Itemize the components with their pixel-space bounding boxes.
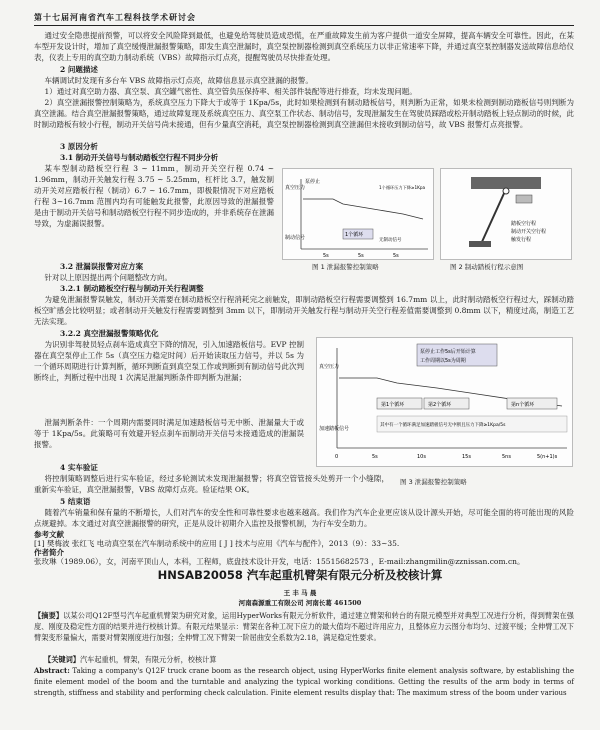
keywords-text: 汽车起重机，臂架，有限元分析，校核计算: [79, 655, 217, 664]
paper2-affiliation: 河南森源重工有限公司 河南长葛 461500: [238, 599, 362, 607]
fig3-xtick-0: 0: [335, 454, 339, 460]
section-3-2-1-heading: 3.2.1 制动踏板空行程与制动开关行程调整: [60, 284, 204, 293]
fig2-pedal-pad: [469, 241, 491, 247]
fig3-xtick-5ns: 5ns: [502, 454, 511, 460]
reference-1: [1] 樊梅波 张红飞 电动真空泵在汽车制动系统中的应用 [ J ] 技术与应用《汽车与配件》，2013（9）：33~35.: [34, 539, 400, 548]
fig3-xtick-10s: 10s: [417, 454, 426, 460]
fig3-xtick-5n1s: 5(n+1)s: [537, 454, 558, 460]
fig2-label-trigger: 触发行程: [511, 237, 532, 243]
figure-3-chart: [316, 337, 573, 467]
paragraph-check-1: 1）通过对真空助力器、真空泵、真空罐气密性、真空管负压保持率、相关部件装配等进行排查，均未发现问题。: [44, 87, 417, 96]
keywords-label: 【关键词】: [44, 655, 80, 664]
fig2-pedal-mount: [471, 177, 541, 189]
fig3-ylabel-accel: 加速踏板信号: [319, 426, 350, 432]
fig3-label-cycle-2: 第2个循环: [428, 402, 452, 408]
fig3-annotation-start: 泵停止工作5s后开始计算: [420, 349, 476, 355]
paragraph-conclusion: 随着汽车销量和保有量的不断增长，人们对汽车的安全性和可靠性要求也越来越高。我们作为汽车企业更应该从设计源头开始，尽可能全面的将可能出现的风险点规避掉。本文通过对真空泄漏报警的研究，正是从设计初期介入监控及报警机制，为行车安全助力。: [34, 508, 574, 528]
figure-3-caption: 图 3 泄漏报警控制策略: [400, 478, 467, 486]
fig3-xtick-5s: 5s: [372, 454, 378, 460]
paper2-abstract-cn: [34, 610, 574, 643]
fig2-pivot: [503, 188, 509, 194]
fig3-ylabel-pressure: 真空压力: [319, 364, 340, 370]
header-rule: [34, 25, 574, 26]
fig3-label-cycle-1: 第1个循环: [381, 402, 405, 408]
fig3-annotation-period: 工作周期以5s为周期: [420, 358, 466, 364]
fig3-annotation-condition: 其中有一个循环满足加速踏板信号无中断且压力下降≥1Kpa/5s: [380, 423, 506, 428]
fig1-xtick-2: 5s: [358, 253, 364, 259]
section-3-1-heading: 3.1 制动开关信号与制动踏板空行程不同步分析: [60, 153, 219, 162]
paragraph-check-2: 2）真空泄漏报警控制策略为，系统真空压力下降大于或等于 1Kpa/5s，此时如果检测到有制动踏板信号，则判断为正常，如果未检测到制动踏板信号则判断为真空泄漏。结合真空泄漏报警策略，通过故障复现及系统真空压力、真空泵工作状态、制动信号，发现泄漏发生在驾驶员踩踏或松开制动踏板上轻点制动的时候，此时制动踏板有较小行程，制动开关信号尚未接通，但有少量真空消耗，真空泵控制器检测到真空泄漏但未接收到制动信号，故 VBS 报警灯点亮报警。: [34, 98, 574, 129]
fig2-pedal-arm: [481, 189, 506, 244]
fig2-brake-switch: [516, 195, 532, 203]
paragraph-problem: 车辆调试时发现有多台车 VBS 故障指示灯点亮，故障信息显示真空泄漏的报警。: [44, 76, 313, 85]
paragraph-intro-end: 通过安全隐患提前预警，可以将安全风险降到最低，也避免给驾驶员造成恐慌，在严重故障发生前为客户提供一道安全屏障，提高车辆安全可靠性。因此，在某车型开发设计时，增加了真空缓慢泄漏报警策略，即发生真空泄漏时，真空泵控制器检测到真空系统压力以非正常速率下降，并通过真空泵控制器发送故障信息给仪表，仪表上专用的真空助力制动系统（VBS）故障指示灯点亮，提醒驾驶员尽快排查处理。: [34, 31, 574, 62]
paragraph-3-2: 针对以上原因提出两个问题整改方向。: [44, 273, 172, 282]
figure-2-caption: 图 2 制动踏板行程示意图: [450, 263, 524, 271]
paragraph-verification: 将控制策略调整后进行实车验证，经过多轮测试未发现泄漏报警；将真空管管接头处剪开一个小缝隙，重新实车验证，真空泄漏报警，VBS 故障灯点亮。验证结果 OK。: [34, 474, 389, 494]
paragraph-3-2-1: 为避免泄漏报警误触发，制动开关需要在制动踏板空行程消耗完之前触发，即制动踏板空行程需要调整到 16.7mm 以上，此时制动踏板空行程过大，踩制动踏板空旷感会比较明显；或者制动开关触发行程需要调整到 3mm 以下，即制动开关触发行程与制动开关空行程差值需要调整到 0.8mm 以下，精度过高，制造工艺无法实现。: [34, 295, 574, 326]
paragraph-3-1: 某车型制动踏板空行程 3 ~ 11mm，制动开关空行程 0.74 ~ 1.96mm，制动开关触发行程 3.75 ~ 5.25mm，杠杆比 3.7，触发制动开关对应踏板行程（制动）6.7 ~ 16.7mm，即极限情况下对应踏板行程 3~16.7mm 范围内均有可能触发此报警，此原因导致的泄漏报警是由于制动开关信号和制动踏板空行程不同步造成的，并非系统存在泄漏导致，为虚漏误报警。: [34, 164, 274, 228]
fig2-label-free-travel: 踏板空行程: [511, 221, 537, 227]
figure-1-caption: 图 1 泄漏报警控制策略: [312, 263, 379, 271]
paper2-title: HNSAB20058 汽车起重机臂架有限元分析及校核计算: [157, 568, 443, 582]
abstract-cn-text: 以某公司Q12F型号汽车起重机臂架为研究对象，运用HyperWorks有限元分析软件，通过建立臂架和转台的有限元模型并对典型工况进行分析，得到臂架在强度、刚度及稳定性方面的结果并进行校核计算。有限元结果显示：臂架在各种工况下应力的最大值均不超过许用应力，且整体应力云图分布均匀、过渡平缓；全伸臂工况下臂架变形量偏大，需要对臂架刚度进行加强；全伸臂工况下臂架一阶屈曲安全系数为2.18，满足稳定性要求。: [34, 611, 574, 642]
paragraph-leak-condition: 泄漏判断条件：一个周期内需要同时满足加速踏板信号无中断、泄漏量大于或等于 1Kpa/5s。此策略可有效避开轻点刹车而制动开关信号未接通造成的泄漏误报警。: [34, 418, 304, 449]
paper2-keywords: [44, 654, 574, 665]
running-header: 第十七届河南省汽车工程科技学术研讨会: [34, 12, 196, 22]
section-3-2-heading: 3.2 泄漏误报警对应方案: [60, 262, 144, 271]
paragraph-3-2-2: 为识别非驾驶员轻点刹车造成真空下降的情况，引入加速踏板信号。EVP 控制器在真空泵停止工作 5s（真空压力稳定时间）后开始读取压力信号，并以 5s 为一个循环周期进行计算判断，循环判断直到真空泵工作或判断到有制动信号此次判断终止，判断过程中出现 1 次满足泄漏判断条件即判断为泄漏；: [34, 340, 304, 382]
author-bio: 张玫琳（1989.06），女，河南平顶山人，本科，工程师，底盘技术设计开发，电话：15515682573 ，E-mail:zhangmilin@zznissan.com.cn。: [34, 557, 525, 566]
fig1-ylabel-brake: 制动信号: [285, 235, 306, 241]
figure-2-diagram: [440, 168, 572, 260]
fig1-annotation-drop: 1个循环压力下降≥1Kpa: [379, 185, 426, 190]
fig1-ylabel-pressure: 真空压力: [285, 185, 306, 191]
references-heading: 参考文献: [34, 530, 64, 539]
figure-1-chart: [282, 168, 434, 260]
abstract-en-label: Abstract:: [34, 666, 70, 675]
fig2-label-switch-free: 制动开关空行程: [511, 229, 547, 235]
paper2-abstract-en: [34, 665, 574, 699]
section-3-2-2-heading: 3.2.2 真空泄漏报警策略优化: [60, 329, 159, 338]
section-2-heading: 2 问题描述: [60, 65, 98, 74]
fig3-xtick-15s: 15s: [462, 454, 471, 460]
fig1-annotation-nobrake: 无制动信号: [379, 238, 402, 243]
section-4-heading: 4 实车验证: [60, 463, 98, 472]
paper2-authors: 王 丰 马 晨: [283, 589, 317, 597]
fig1-annotation-stop: 泵停止: [305, 179, 321, 185]
section-3-heading: 3 原因分析: [60, 142, 98, 151]
fig1-xtick-1: 5s: [323, 253, 329, 259]
author-heading: 作者简介: [34, 548, 64, 557]
fig1-pressure-line: [303, 199, 423, 219]
fig1-xtick-3: 5s: [393, 253, 399, 259]
fig3-label-cycle-n: 第n个循环: [511, 402, 535, 408]
abstract-en-text: Taking a company's Q12F truck crane boom as the research object, using HyperWorks finite element analysis software, by establishing the finite element model of the boom and the turntable and analyzing the typical working conditions. Getting the results of the arm body in terms of strength, stiffness and stability and performing check calculation. Finite element results display that: The maximum stress of the boom under various: [34, 667, 574, 697]
abstract-cn-label: 【摘要】: [34, 611, 64, 620]
fig1-annotation-cycle: 1个循环: [345, 232, 364, 238]
section-5-heading: 5 结束语: [60, 497, 91, 506]
